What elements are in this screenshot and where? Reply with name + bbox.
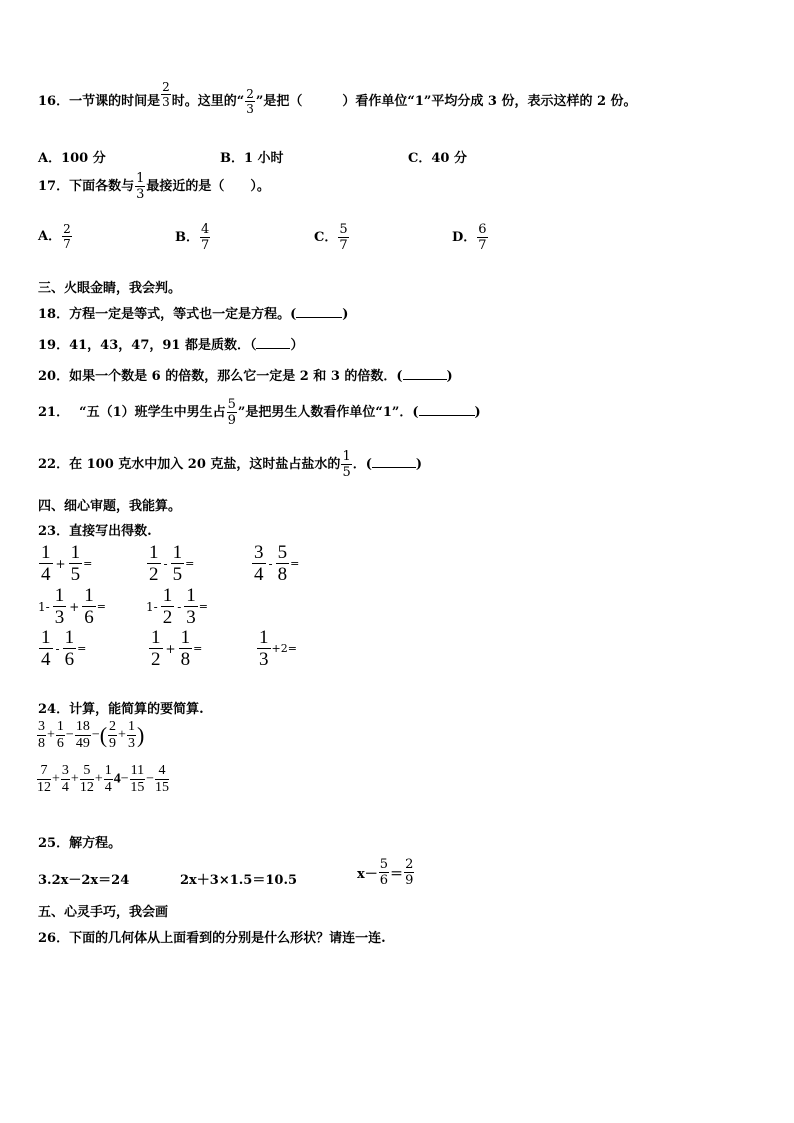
fraction: $\frac{2}{3}$	[246, 87, 254, 116]
answer-blank[interactable]	[403, 379, 447, 380]
equation-2: 2x＋3×1.5＝10.5	[180, 873, 298, 888]
fraction: $\frac{2}{3}$	[162, 80, 170, 109]
question-25: 25．解方程。	[38, 836, 122, 851]
question-number: 16．	[38, 94, 70, 109]
oral-calc-item: $\frac{1}{4}$ + $\frac{1}{5}$ =	[41, 542, 93, 585]
option-c[interactable]: C．40 分	[408, 151, 467, 166]
equation-3: x－ $\frac{5}{6}$ ＝ $\frac{2}{9}$	[357, 857, 414, 888]
answer-blank[interactable]	[419, 415, 475, 416]
question-20: 20．如果一个数是 6 的倍数，那么它一定是 2 和 3 的倍数．( )	[38, 369, 453, 384]
question-22: 22．在 100 克水中加入 20 克盐，这时盐占盐水的 $\frac{1}{5}$ ．( )	[38, 449, 423, 480]
option-b[interactable]: B． $\frac{4}{7}$	[175, 222, 210, 253]
oral-calc-item: $\frac{1}{3}$ +2=	[259, 627, 297, 670]
answer-blank[interactable]	[256, 348, 290, 349]
option-b[interactable]: B．1 小时	[220, 151, 284, 166]
option-a[interactable]: A． $\frac{2}{7}$	[38, 222, 71, 251]
option-c[interactable]: C． $\frac{5}{7}$	[314, 222, 348, 253]
question-17: 17．下面各数与 $\frac{1}{3}$ 最接近的是（ ）。	[38, 171, 270, 202]
question-16: 16．一节课的时间是 $\frac{2}{3}$ 时。这里的“ $\frac{2}{3}$ ”是把（ ）看作单位“1”平均分成 3 份，表示这样的 2 份。	[38, 80, 637, 116]
option-a[interactable]: A．100 分	[38, 151, 106, 166]
question-number: 17．	[38, 179, 70, 194]
question-19: 19．41，43，47，91 都是质数．（ ）	[38, 338, 304, 353]
oral-calc-item: $\frac{1}{2}$ - $\frac{1}{5}$ =	[149, 542, 195, 585]
section-heading: 五、心灵手巧，我会画	[38, 905, 169, 920]
fraction: $\frac{1}{3}$	[136, 171, 145, 202]
oral-calc-item: $\frac{1}{4}$ - $\frac{1}{6}$ =	[41, 627, 87, 670]
section-heading: 四、细心审题，我能算。	[38, 499, 182, 514]
oral-calc-item: $\frac{1}{2}$ + $\frac{1}{8}$ =	[151, 627, 203, 670]
oral-calc-item: $\frac{3}{4}$ - $\frac{5}{8}$ =	[254, 542, 300, 585]
oral-calc-item: 1- $\frac{1}{3}$ + $\frac{1}{6}$ =	[38, 585, 106, 628]
question-18: 18．方程一定是等式，等式也一定是方程。( )	[38, 307, 349, 322]
expression-1: $\frac{3}{8}$ + $\frac{1}{6}$ − $\frac{18}{49}$ −( $\frac{2}{9}$ + $\frac{1}{3}$ )	[38, 719, 145, 751]
answer-blank[interactable]	[296, 317, 342, 318]
question-21: 21． “五（1）班学生中男生占 $\frac{5}{9}$ ”是把男生人数看作单位“1”．( )	[38, 397, 481, 428]
question-26: 26．下面的几何体从上面看到的分别是什么形状？请连一连.	[38, 931, 386, 946]
question-24: 24．计算，能简算的要简算.	[38, 702, 204, 717]
option-d[interactable]: D． $\frac{6}{7}$	[452, 222, 487, 253]
oral-calc-item: 1- $\frac{1}{2}$ - $\frac{1}{3}$ =	[146, 585, 208, 628]
equation-1: 3.2x－2x＝24	[38, 873, 130, 888]
question-23: 23．直接写出得数.	[38, 524, 152, 539]
expression-2: $\frac{7}{12}$ + $\frac{3}{4}$ + $\frac{5}{12}$ + $\frac{1}{4}$ 4− $\frac{11}{15}$ − $\frac{4}{15}$	[37, 763, 170, 795]
answer-blank[interactable]	[372, 467, 416, 468]
section-heading: 三、火眼金睛，我会判。	[38, 281, 182, 296]
